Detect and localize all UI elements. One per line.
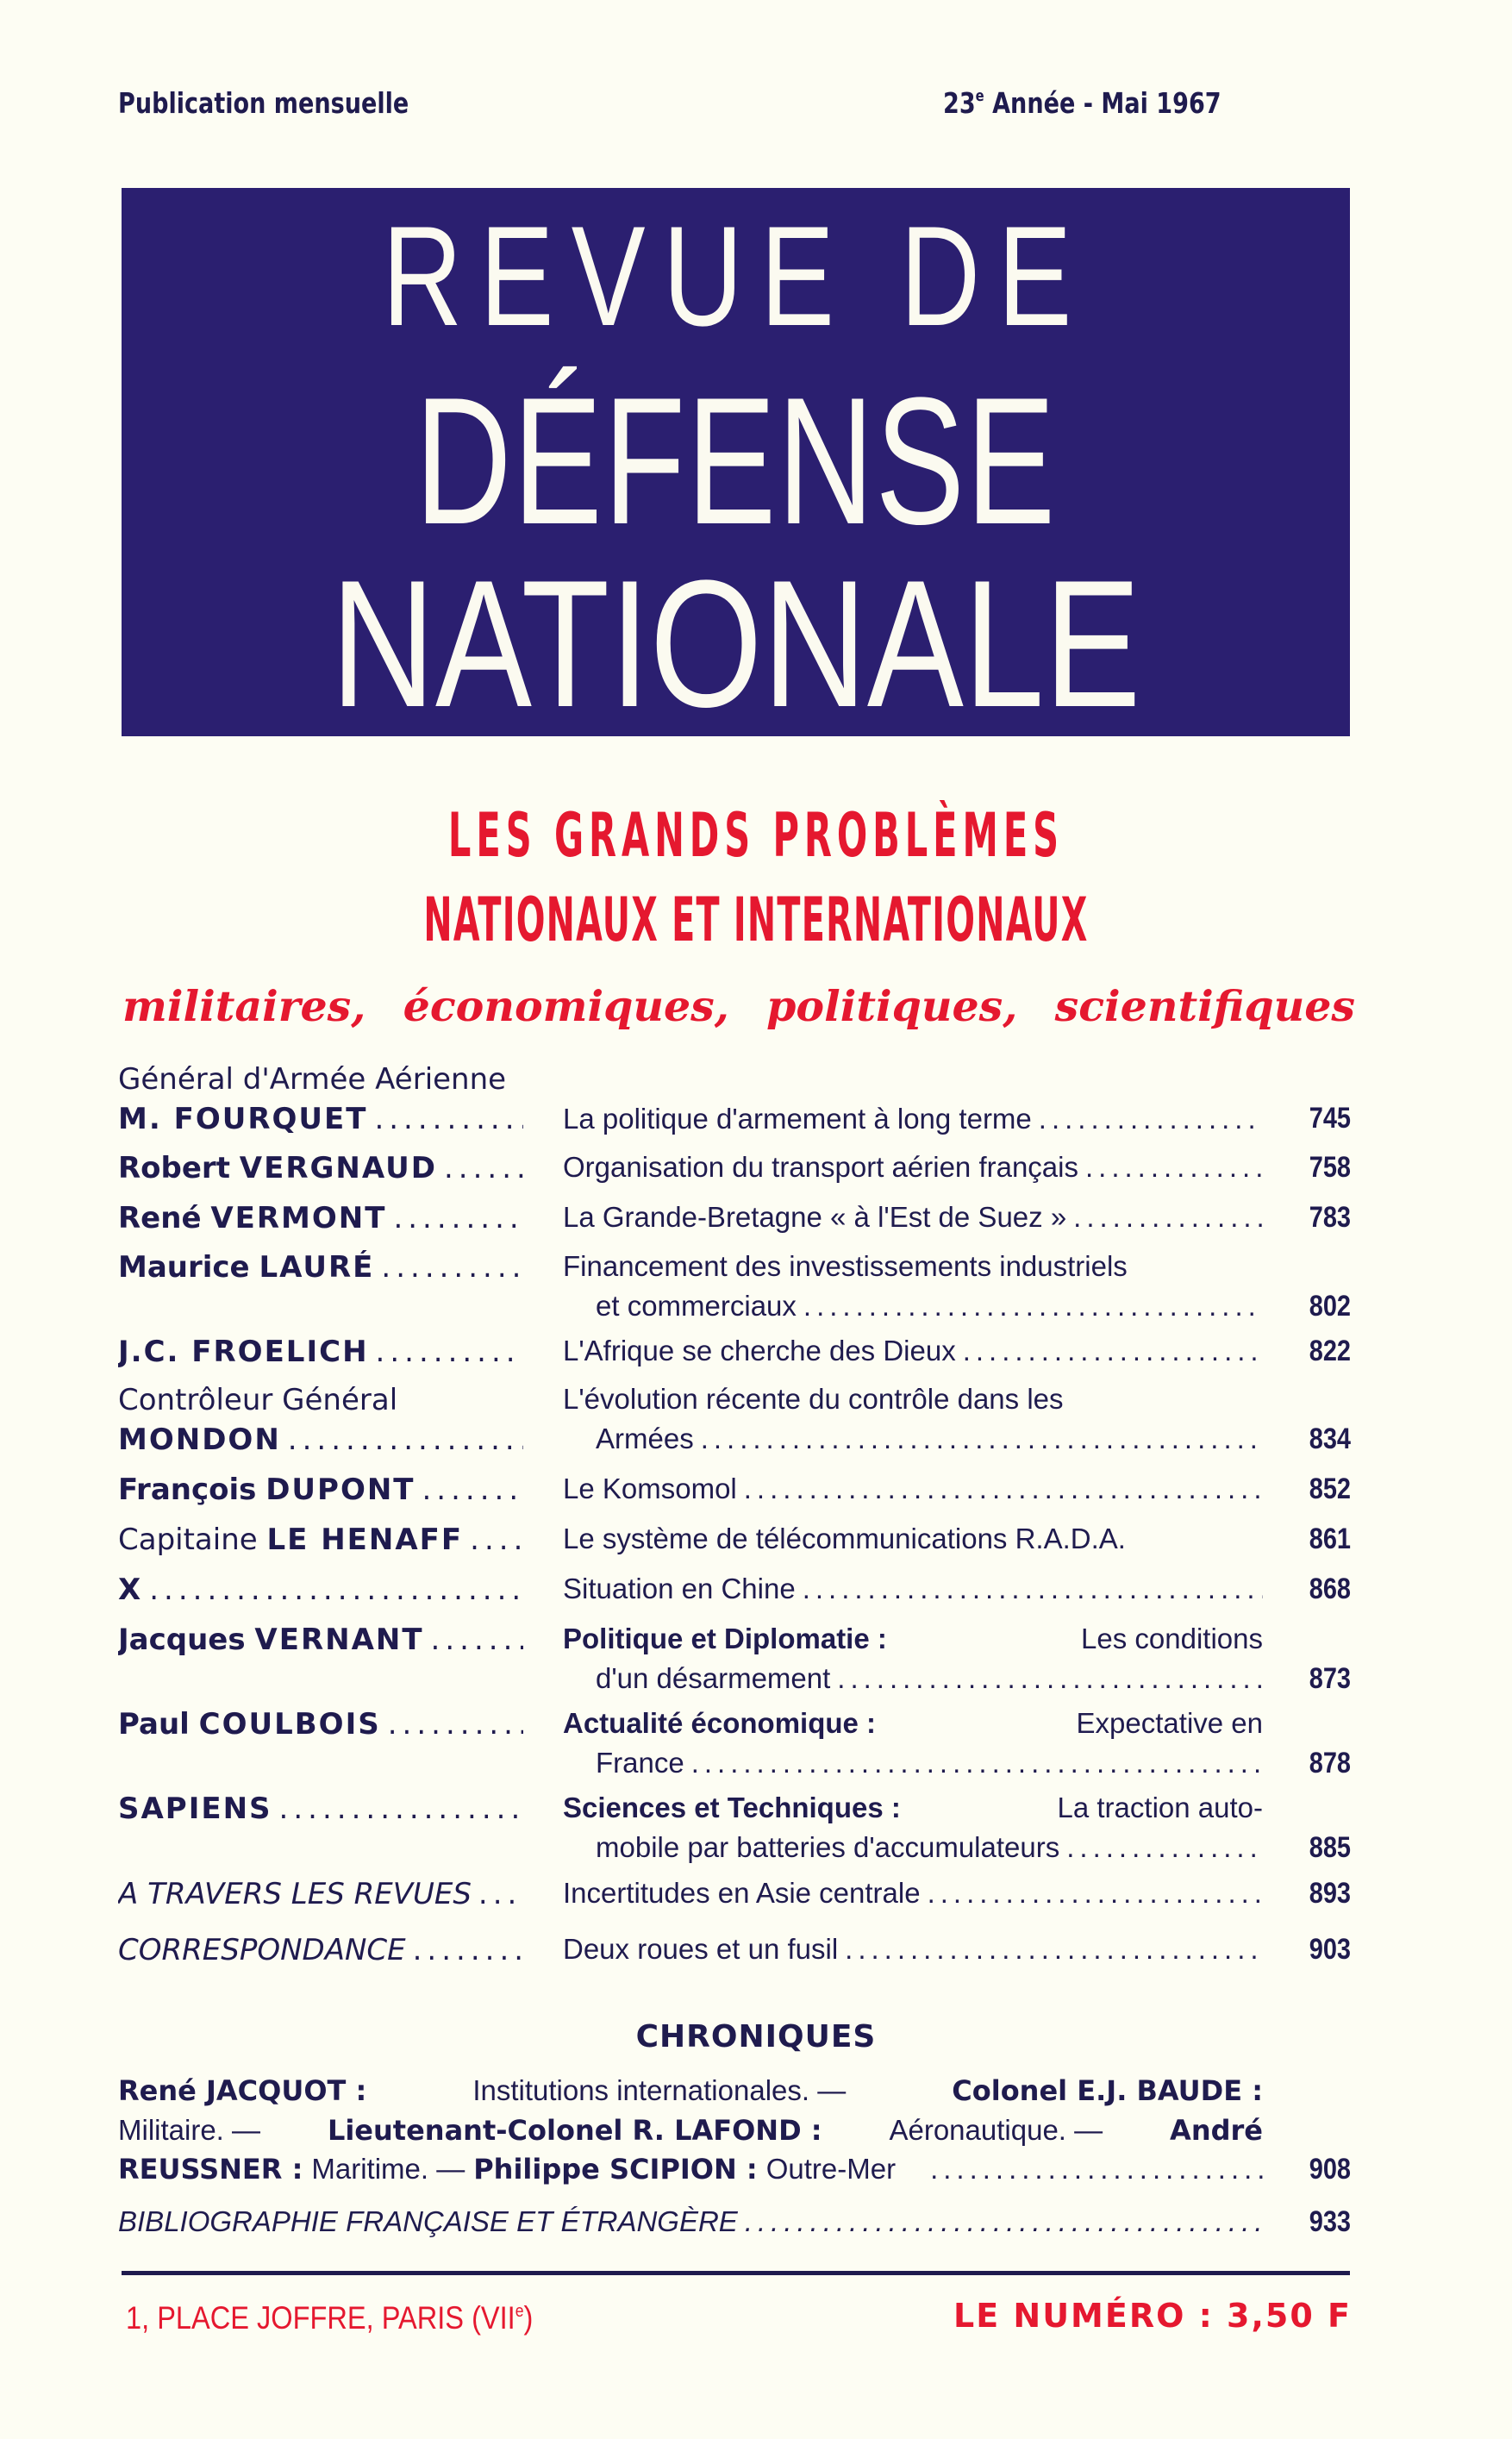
section-name: CORRESPONDANCE ..... [118, 1933, 523, 1967]
article-title: Le Komsomol ..... [563, 1473, 1263, 1505]
article-title-line-1: L'évolution récente du contrôle dans les [563, 1383, 1064, 1415]
year-number: 23 [943, 86, 976, 120]
article-title-line-1: Financement des investissements industriels [563, 1250, 1128, 1282]
page-number: 802 [1309, 1290, 1351, 1323]
toc-entry[interactable] [118, 1792, 1351, 1864]
section-label: Politique et Diplomatie : [563, 1623, 887, 1654]
toc-entry[interactable] [118, 1335, 1351, 1378]
section-name: A TRAVERS LES REVUES ..... [118, 1877, 523, 1911]
section-label: Actualité économique : [563, 1707, 877, 1739]
topic-political: politiques, [766, 981, 1018, 1031]
publisher-address: 1, PLACE JOFFRE, PARIS (VIIe) [126, 2300, 534, 2336]
article-title-line-2: d'un désarmement ..... [596, 1662, 1263, 1695]
author-rank: Général d'Armée Aérienne [118, 1062, 507, 1097]
issue-price: LE NUMÉRO : 3,50 F [953, 2297, 1352, 2335]
article-title: Organisation du transport aérien français ..... [563, 1151, 1263, 1184]
author: René VERMONT ..... [118, 1201, 523, 1235]
author: M. FOURQUET ..... [118, 1102, 523, 1136]
article-title-line-2: France ..... [596, 1747, 1263, 1779]
topic-economic: économiques, [403, 981, 729, 1031]
author: François DUPONT ..... [118, 1473, 523, 1507]
author: Capitaine LE HENAFF ..... [118, 1523, 523, 1557]
article-title-line-2: mobile par batteries d'accumulateurs ..... [596, 1831, 1263, 1864]
chroniques-line-1: René JACQUOT : Institutions internationales. — Colonel E.J. BAUDE : [118, 2074, 1263, 2107]
topic-scientific: scientifiques [1054, 981, 1355, 1031]
toc-entry[interactable] [118, 1523, 1351, 1566]
author-rank: Contrôleur Général [118, 1383, 398, 1417]
author: Paul COULBOIS ..... [118, 1707, 523, 1742]
subtitle-topics [122, 981, 1355, 1031]
article-title: La Grande-Bretagne « à l'Est de Suez » ..... [563, 1201, 1263, 1234]
masthead-line-1: REVUE DE [382, 197, 1090, 355]
toc-entry[interactable] [118, 1573, 1351, 1616]
subtitle-line-1: LES GRANDS PROBLÈMES [447, 800, 1065, 871]
article-title-line-1: Politique et Diplomatie : Les conditions [563, 1623, 1263, 1654]
issue-date: Mai 1967 [1101, 86, 1221, 120]
masthead-box [122, 188, 1350, 745]
toc-entry-bibliography[interactable] [118, 2205, 1351, 2248]
author: Jacques VERNANT ..... [118, 1623, 523, 1657]
topic-military: militaires, [122, 981, 366, 1031]
footer-divider [122, 2271, 1350, 2275]
toc-entry[interactable] [118, 1250, 1351, 1323]
page-number: 783 [1309, 1201, 1351, 1234]
article-title-line-2: et commerciaux ..... [596, 1290, 1263, 1323]
article-title-line-1: Actualité économique : Expectative en [563, 1707, 1263, 1739]
chroniques-heading: CHRONIQUES [635, 2019, 877, 2054]
chroniques-line-2: Militaire. — Lieutenant-Colonel R. LAFOND : Aéronautique. — André [118, 2114, 1263, 2147]
section-label: Sciences et Techniques : [563, 1792, 901, 1823]
page-number: 885 [1309, 1831, 1351, 1864]
toc-entry[interactable] [118, 1151, 1351, 1194]
article-title: Deux roues et un fusil ..... [563, 1933, 1263, 1966]
article-title-line-1: Sciences et Techniques : La traction auto- [563, 1792, 1263, 1823]
article-title: Le système de télécommunications R.A.D.A. [563, 1523, 1126, 1554]
toc-entry[interactable] [118, 1933, 1351, 1976]
article-title: L'Afrique se cherche des Dieux ..... [563, 1335, 1263, 1367]
year-label: Année [992, 86, 1076, 120]
page-number: 852 [1309, 1473, 1351, 1505]
chroniques-line-3[interactable]: REUSSNER : Maritime. — Philippe SCIPION : Outre-Mer ..... 908 [118, 2153, 1351, 2196]
author: SAPIENS ..... [118, 1792, 523, 1826]
header-separator: - [1083, 86, 1093, 120]
toc-entry[interactable] [118, 1877, 1351, 1920]
masthead-line-3: NATIONALE [330, 542, 1141, 745]
toc-entry[interactable] [118, 1707, 1351, 1779]
toc-entry[interactable] [118, 1062, 1351, 1136]
page-number: 893 [1309, 1877, 1351, 1910]
page-number: 868 [1309, 1573, 1351, 1605]
toc-entry[interactable] [118, 1383, 1351, 1457]
author: MONDON ..... [118, 1423, 523, 1457]
masthead-line-2: DÉFENSE [415, 360, 1057, 562]
page-number: 873 [1309, 1662, 1351, 1695]
periodicity-label: Publication mensuelle [118, 86, 409, 120]
author: X ..... [118, 1573, 523, 1607]
page-number: 834 [1309, 1423, 1351, 1455]
article-title: Incertitudes en Asie centrale ..... [563, 1877, 1263, 1910]
article-title-line-2: Armées ..... [596, 1423, 1263, 1455]
year-suffix: e [975, 87, 984, 105]
page-number: 908 [1309, 2153, 1351, 2186]
article-title: La politique d'armement à long terme ..... [563, 1103, 1263, 1135]
page-number: 878 [1309, 1747, 1351, 1779]
issue-info [943, 86, 1221, 120]
toc-entry[interactable] [118, 1201, 1351, 1244]
author: J.C. FROELICH ..... [118, 1335, 523, 1369]
toc-entry[interactable] [118, 1473, 1351, 1516]
page-number: 745 [1309, 1102, 1351, 1135]
page-number: 903 [1309, 1933, 1351, 1966]
page-number: 861 [1309, 1523, 1351, 1555]
author: Robert VERGNAUD ..... [118, 1151, 523, 1185]
toc-entry[interactable] [118, 1623, 1351, 1695]
page-number: 822 [1309, 1335, 1351, 1367]
author: Maurice LAURÉ ..... [118, 1250, 523, 1285]
bibliography-label: BIBLIOGRAPHIE FRANÇAISE ET ÉTRANGÈRE ..... [118, 2205, 1263, 2238]
page-number: 933 [1309, 2205, 1351, 2238]
article-title: Situation en Chine ..... [563, 1573, 1263, 1605]
page-number: 758 [1309, 1151, 1351, 1184]
subtitle-line-2: NATIONAUX ET INTERNATIONAUX [423, 885, 1089, 955]
